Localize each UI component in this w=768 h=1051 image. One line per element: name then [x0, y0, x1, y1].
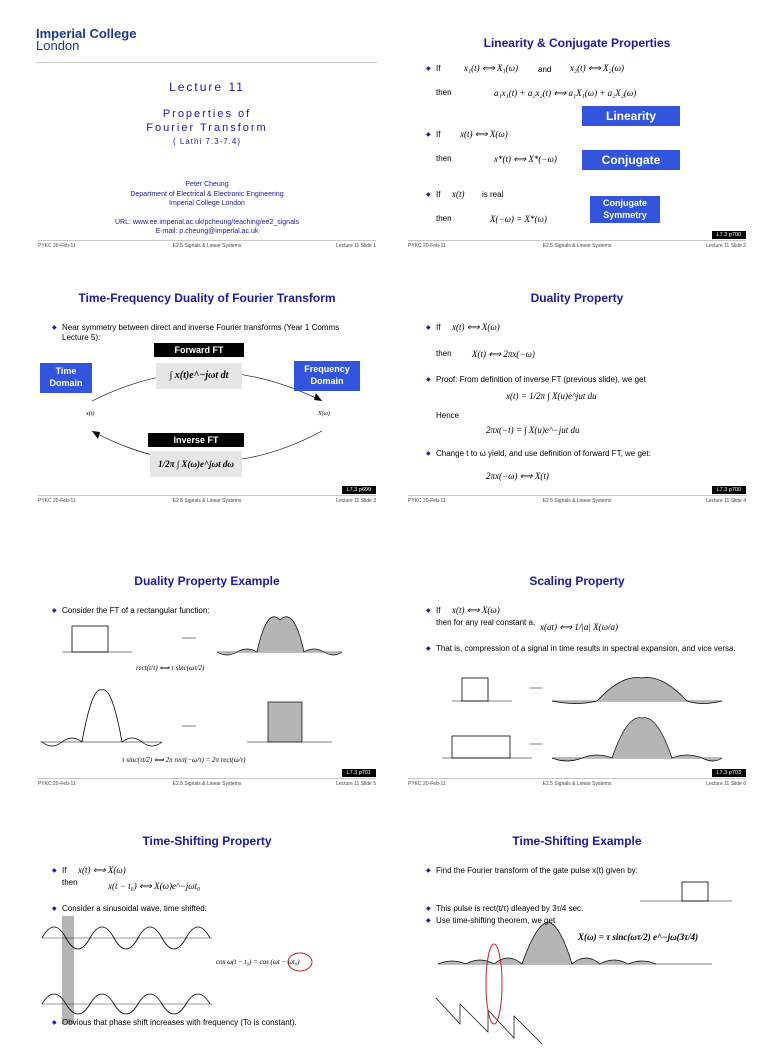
slide-footer: PYKC 20-Feb-11 E2.5 Signals & Linear Systems Lecture 11 Slide 5	[38, 778, 376, 789]
slide-footer: PYKC 20-Feb-11 E2.5 Signals & Linear Systems Lecture 11 Slide 4	[408, 495, 746, 506]
slide-7: Time-Shifting Property ◆ If x(t) ⟺ X(ω) then x(t − t₀) ⟺ X(ω)e^−jωt₀ ◆ Consider a sinusoidal wave, time shifted: cos ω(t − t₀) = cos (ωt − ωt₀) ◆ Obvious that phase shift increases with frequency (To is constant).	[32, 826, 382, 1051]
slide-1	[32, 28, 382, 253]
conjugate-box: Conjugate	[582, 150, 680, 170]
author-block: Peter Cheung Department of Electrical & Electronic Engineering Imperial College London URL: www.ee.imperial.ac.uk/pcheung/teaching/ee2_signals E-mail: p.cheung@imperial.ac.uk	[32, 180, 382, 237]
slide-title: Duality Property	[530, 291, 624, 305]
slide-title: Time-Shifting Example	[512, 834, 642, 848]
slide-title: Time-Shifting Property	[142, 834, 272, 848]
slide-footer: PYKC 20-Feb-11 E2.5 Signals & Linear Systems Lecture 11 Slide 2	[408, 240, 746, 251]
slide-header-rule	[36, 62, 378, 63]
slide-6: Scaling Property ◆ If x(t) ⟺ X(ω) then for any real constant a, x(at) ⟺ 1/|a| X(ω/a) ◆ That is, compression of a signal in time results in spectral expansion, and vice versa. L7.3 p703 PYKC 20-Feb-11 E2.5 Signals & Linear Systems Lecture 11 Slide 6	[402, 566, 752, 791]
inverse-ft-equation: 1/2π ∫ X(ω)e^jωt dω	[150, 451, 242, 477]
reference-badge: L7.3 p703	[712, 769, 746, 777]
time-domain-box: Time Domain	[40, 363, 92, 393]
slide-title: Duality Property Example	[134, 574, 280, 588]
college-logo: Imperial College London	[36, 26, 137, 53]
scaling-example-graphs	[402, 566, 752, 791]
forward-ft-box: Forward FT	[154, 343, 244, 357]
slide-2: Linearity & Conjugate Properties ◆ If x₁(t) ⟺ X₁(ω) and x₂(t) ⟺ X₂(ω) then a₁x₁(t) + a₂x₂(t) ⟺ a₁X₁(ω) + a₂X₂(ω) Linearity ◆ If x(t) ⟺ X(ω) then x*(t) ⟺ X*(−ω) Conjugate ◆ If x(t) is real Conjugate Symmetry then X(−ω) = X*(ω) L7.3 p700 PYKC 20-Feb-11 E2.5 Signals & Linear Systems Lecture 11 Slide 2	[402, 28, 752, 253]
linearity-box: Linearity	[582, 106, 680, 126]
slide-title: Scaling Property	[529, 574, 625, 588]
lecture-label: Lecture 11	[169, 80, 245, 94]
slide-5: Duality Property Example ◆ Consider the FT of a rectangular function: rect(t/τ) ⟺ τ sinc(ωτ/2) τ sinc(τt/2) ⟺ 2π rect(−ω/τ) = 2π rect(ω/τ) L7.3 p701 PYKC 20-Feb-11 E2.5 Signals & Linear Systems Lecture 11 Slide 5	[32, 566, 382, 791]
forward-ft-equation: ∫ x(t)e^−jωt dt	[156, 363, 242, 389]
slide-footer: PYKC 20-Feb-11 E2.5 Signals & Linear Systems Lecture 11 Slide 6	[408, 778, 746, 789]
reference-badge: L7.3 p699	[342, 486, 376, 494]
course-url[interactable]: URL: www.ee.imperial.ac.uk/pcheung/teaching/ee2_signals	[114, 218, 300, 226]
slide-title: Time-Frequency Duality of Fourier Transform	[78, 291, 336, 305]
reference-badge: L7.3 p700	[712, 231, 746, 239]
lecture-title-2: Fourier Transform	[146, 122, 268, 134]
slide-title: Linearity & Conjugate Properties	[483, 36, 671, 50]
author-email[interactable]: E-mail: p.cheung@imperial.ac.uk	[155, 228, 259, 235]
conjugate-symmetry-box: Conjugate Symmetry	[590, 196, 660, 223]
reference-badge: L7.3 p701	[342, 769, 376, 777]
slide-3: Time-Frequency Duality of Fourier Transform ◆ Near symmetry between direct and inverse Fourier transforms (Year 1 Comms Lecture 5): Forward FT ∫ x(t)e^−jωt dt Time Domain Frequency Domain x(t) X(ω) Inverse FT 1/2π ∫ X(ω)e^jωt dω L7.3 p699 PYKC 20-Feb-11 E2.5 Signals & Linear Systems Lecture 11 Slide 3	[32, 283, 382, 508]
reference-badge: L7.3 p700	[712, 486, 746, 494]
lecture-title-1: Properties of	[162, 108, 252, 120]
slide-4: Duality Property ◆ If x(t) ⟺ X(ω) then X(t) ⟺ 2πx(−ω) ◆ Proof: From definition of inverse FT (previous slide), we get x(t) = 1/2π ∫ X(u)e^jut du Hence 2πx(−t) = ∫ X(u)e^−jut du ◆ Change t to ω yield, and use definition of forward FT, we get: 2πx(−ω) ⟺ X(t) L7.3 p700 PYKC 20-Feb-11 E2.5 Signals & Linear Systems Lecture 11 Slide 4	[402, 283, 752, 508]
slide-8: Time-Shifting Example ◆ Find the Fourier transform of the gate pulse x(t) given by: ◆ This pulse is rect(t/τ) dleayed by 3τ/4 sec. ◆ Use time-shifting theorem, we get X(ω) = τ sinc(ωτ/2) e^−jω(3τ/4)	[402, 826, 752, 1051]
inverse-ft-box: Inverse FT	[148, 433, 244, 447]
lecture-subtitle: ( Lathi 7.3-7.4)	[172, 137, 242, 146]
gate-pulse-graphs	[402, 826, 752, 1051]
slide-footer: PYKC 20-Feb-11 E2.5 Signals & Linear Systems Lecture 11 Slide 3	[38, 495, 376, 506]
frequency-domain-box: Frequency Domain	[294, 361, 360, 391]
slide-footer: PYKC 20-Feb-11 E2.5 Signals & Linear Systems Lecture 11 Slide 1	[38, 240, 376, 251]
